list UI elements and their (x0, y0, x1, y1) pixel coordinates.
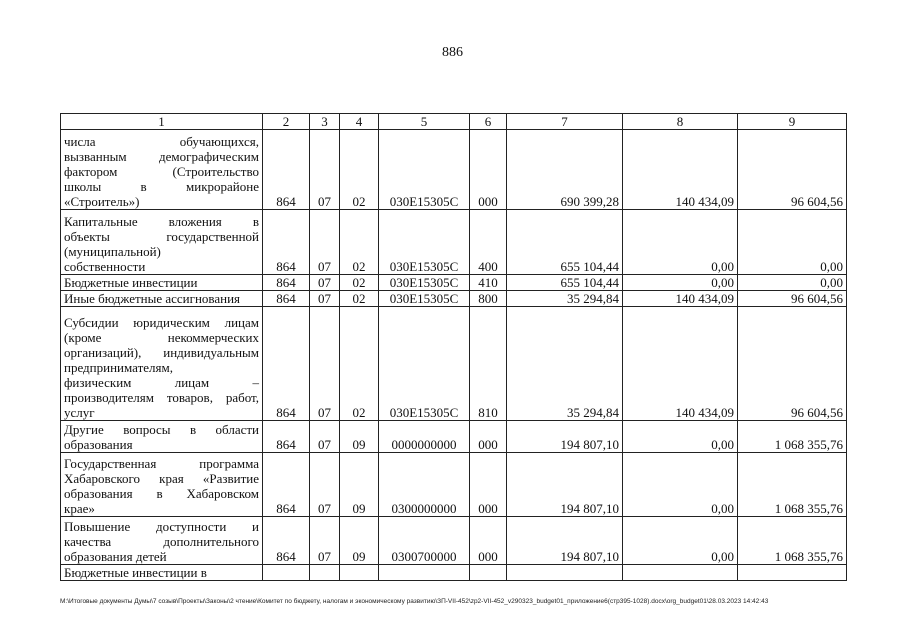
ministry-code-cell: 864 (263, 517, 310, 565)
row-name-cell (61, 517, 263, 565)
row-name-cell (61, 210, 263, 275)
amount-cell-7: 35 294,84 (507, 307, 623, 421)
amount-cell-8: 140 434,09 (623, 291, 738, 307)
expense-type-cell: 800 (470, 291, 507, 307)
row-name-line: образования детей (64, 549, 167, 564)
row-name-cell (61, 453, 263, 517)
ministry-code-cell: 864 (263, 307, 310, 421)
section-code-cell (310, 565, 340, 581)
section-code-cell: 07 (310, 517, 340, 565)
amount-cell-9: 0,00 (738, 210, 847, 275)
row-name-line: (кроме некоммерческих (64, 330, 259, 345)
target-article-cell: 0000000000 (379, 421, 470, 453)
table-row (61, 517, 847, 565)
amount-cell-9: 1 068 355,76 (738, 517, 847, 565)
target-article-cell: 030E15305C (379, 275, 470, 291)
row-name-line: собственности (64, 259, 146, 274)
expense-type-cell: 400 (470, 210, 507, 275)
ministry-code-cell: 864 (263, 130, 310, 210)
row-name-line: образования в Хабаровском (64, 486, 259, 501)
amount-cell-9: 96 604,56 (738, 130, 847, 210)
amount-cell-8: 140 434,09 (623, 130, 738, 210)
column-header: 8 (623, 114, 738, 130)
expense-type-cell: 000 (470, 421, 507, 453)
page-number: 886 (442, 45, 463, 60)
amount-cell-8: 140 434,09 (623, 307, 738, 421)
ministry-code-cell: 864 (263, 291, 310, 307)
subsection-code-cell: 02 (340, 307, 379, 421)
expense-type-cell: 410 (470, 275, 507, 291)
subsection-code-cell: 02 (340, 275, 379, 291)
row-name-line: Иные бюджетные ассигнования (64, 291, 241, 306)
row-name-line: Повышение доступности и (64, 519, 259, 534)
amount-cell-9 (738, 565, 847, 581)
subsection-code-cell: 02 (340, 291, 379, 307)
section-code-cell: 07 (310, 307, 340, 421)
amount-cell-8 (623, 565, 738, 581)
section-code-cell: 07 (310, 421, 340, 453)
section-code-cell: 07 (310, 210, 340, 275)
expense-type-cell: 000 (470, 453, 507, 517)
amount-cell-7: 194 807,10 (507, 421, 623, 453)
subsection-code-cell: 09 (340, 453, 379, 517)
row-name-line: Бюджетные инвестиции (64, 275, 198, 290)
row-name-line: объекты государственной (64, 229, 259, 244)
amount-cell-7: 194 807,10 (507, 453, 623, 517)
target-article-cell: 030E15305C (379, 291, 470, 307)
row-name-line: образования (64, 437, 133, 452)
subsection-code-cell: 02 (340, 210, 379, 275)
column-header: 4 (340, 114, 379, 130)
expense-type-cell: 000 (470, 130, 507, 210)
expense-type-cell (470, 565, 507, 581)
target-article-cell: 030E15305C (379, 210, 470, 275)
row-name-line: числа обучающихся, (64, 134, 259, 149)
target-article-cell: 030E15305C (379, 307, 470, 421)
section-code-cell: 07 (310, 130, 340, 210)
column-header: 1 (61, 114, 263, 130)
row-name-line: Государственная программа (64, 456, 259, 471)
table-row (61, 130, 847, 210)
row-name-line: Другие вопросы в области (64, 422, 259, 437)
row-name-line: Субсидии юридическим лицам (64, 315, 259, 330)
table-row (61, 275, 847, 291)
header-row (61, 114, 847, 130)
section-code-cell: 07 (310, 291, 340, 307)
table-row (61, 453, 847, 517)
column-header: 5 (379, 114, 470, 130)
row-name-line: физическим лицам – (64, 375, 259, 390)
amount-cell-8: 0,00 (623, 453, 738, 517)
amount-cell-8: 0,00 (623, 421, 738, 453)
section-code-cell: 07 (310, 453, 340, 517)
subsection-code-cell: 09 (340, 421, 379, 453)
amount-cell-7: 690 399,28 (507, 130, 623, 210)
amount-cell-7: 655 104,44 (507, 210, 623, 275)
row-name-cell (61, 565, 263, 581)
row-name-line: качества дополнительного (64, 534, 259, 549)
table-row (61, 291, 847, 307)
subsection-code-cell (340, 565, 379, 581)
target-article-cell: 0300000000 (379, 453, 470, 517)
section-code-cell: 07 (310, 275, 340, 291)
table-row (61, 210, 847, 275)
amount-cell-9: 96 604,56 (738, 307, 847, 421)
row-name-line: производителям товаров, работ, (64, 390, 259, 405)
row-name-line: Бюджетные инвестиции в (64, 565, 207, 580)
ministry-code-cell: 864 (263, 421, 310, 453)
row-name-line: школы в микрорайоне (64, 179, 259, 194)
row-name-line: «Строитель») (64, 194, 140, 209)
amount-cell-9: 0,00 (738, 275, 847, 291)
subsection-code-cell: 09 (340, 517, 379, 565)
column-header: 7 (507, 114, 623, 130)
ministry-code-cell: 864 (263, 210, 310, 275)
amount-cell-7: 655 104,44 (507, 275, 623, 291)
amount-cell-9: 1 068 355,76 (738, 453, 847, 517)
row-name-line: услуг (64, 405, 95, 420)
table-row (61, 421, 847, 453)
column-header: 6 (470, 114, 507, 130)
amount-cell-9: 1 068 355,76 (738, 421, 847, 453)
amount-cell-9: 96 604,56 (738, 291, 847, 307)
budget-table (60, 113, 847, 581)
subsection-code-cell: 02 (340, 130, 379, 210)
amount-cell-8: 0,00 (623, 517, 738, 565)
table-row (61, 565, 847, 581)
row-name-line: Капитальные вложения в (64, 214, 259, 229)
row-name-cell (61, 130, 263, 210)
row-name-cell (61, 421, 263, 453)
expense-type-cell: 810 (470, 307, 507, 421)
amount-cell-7: 35 294,84 (507, 291, 623, 307)
row-name-line: фактором (Строительство (64, 164, 259, 179)
row-name-line: (муниципальной) (64, 244, 161, 259)
ministry-code-cell (263, 565, 310, 581)
column-header: 3 (310, 114, 340, 130)
row-name-cell (61, 275, 263, 291)
row-name-line: предпринимателям, (64, 360, 173, 375)
target-article-cell (379, 565, 470, 581)
row-name-line: крае» (64, 501, 95, 516)
target-article-cell: 0300700000 (379, 517, 470, 565)
target-article-cell: 030E15305C (379, 130, 470, 210)
file-path-footer: M:\Итоговые документы Думы\7 созыв\Проекты\Законы\2 чтение\Комитет по бюджету, налогам и экономическому развитию\ЗП-VII-452\zp2-VII-452_v290323_budget01_приложение6(стр395-1028).docx\org_budget01\28.03.2023 14:42:43 (60, 598, 769, 605)
column-header: 2 (263, 114, 310, 130)
amount-cell-7 (507, 565, 623, 581)
column-header: 9 (738, 114, 847, 130)
row-name-line: вызванным демографическим (64, 149, 259, 164)
row-name-line: организаций), индивидуальным (64, 345, 259, 360)
amount-cell-7: 194 807,10 (507, 517, 623, 565)
amount-cell-8: 0,00 (623, 275, 738, 291)
expense-type-cell: 000 (470, 517, 507, 565)
ministry-code-cell: 864 (263, 453, 310, 517)
ministry-code-cell: 864 (263, 275, 310, 291)
table-row (61, 307, 847, 421)
row-name-cell (61, 291, 263, 307)
amount-cell-8: 0,00 (623, 210, 738, 275)
row-name-line: Хабаровского края «Развитие (64, 471, 259, 486)
row-name-cell (61, 307, 263, 421)
